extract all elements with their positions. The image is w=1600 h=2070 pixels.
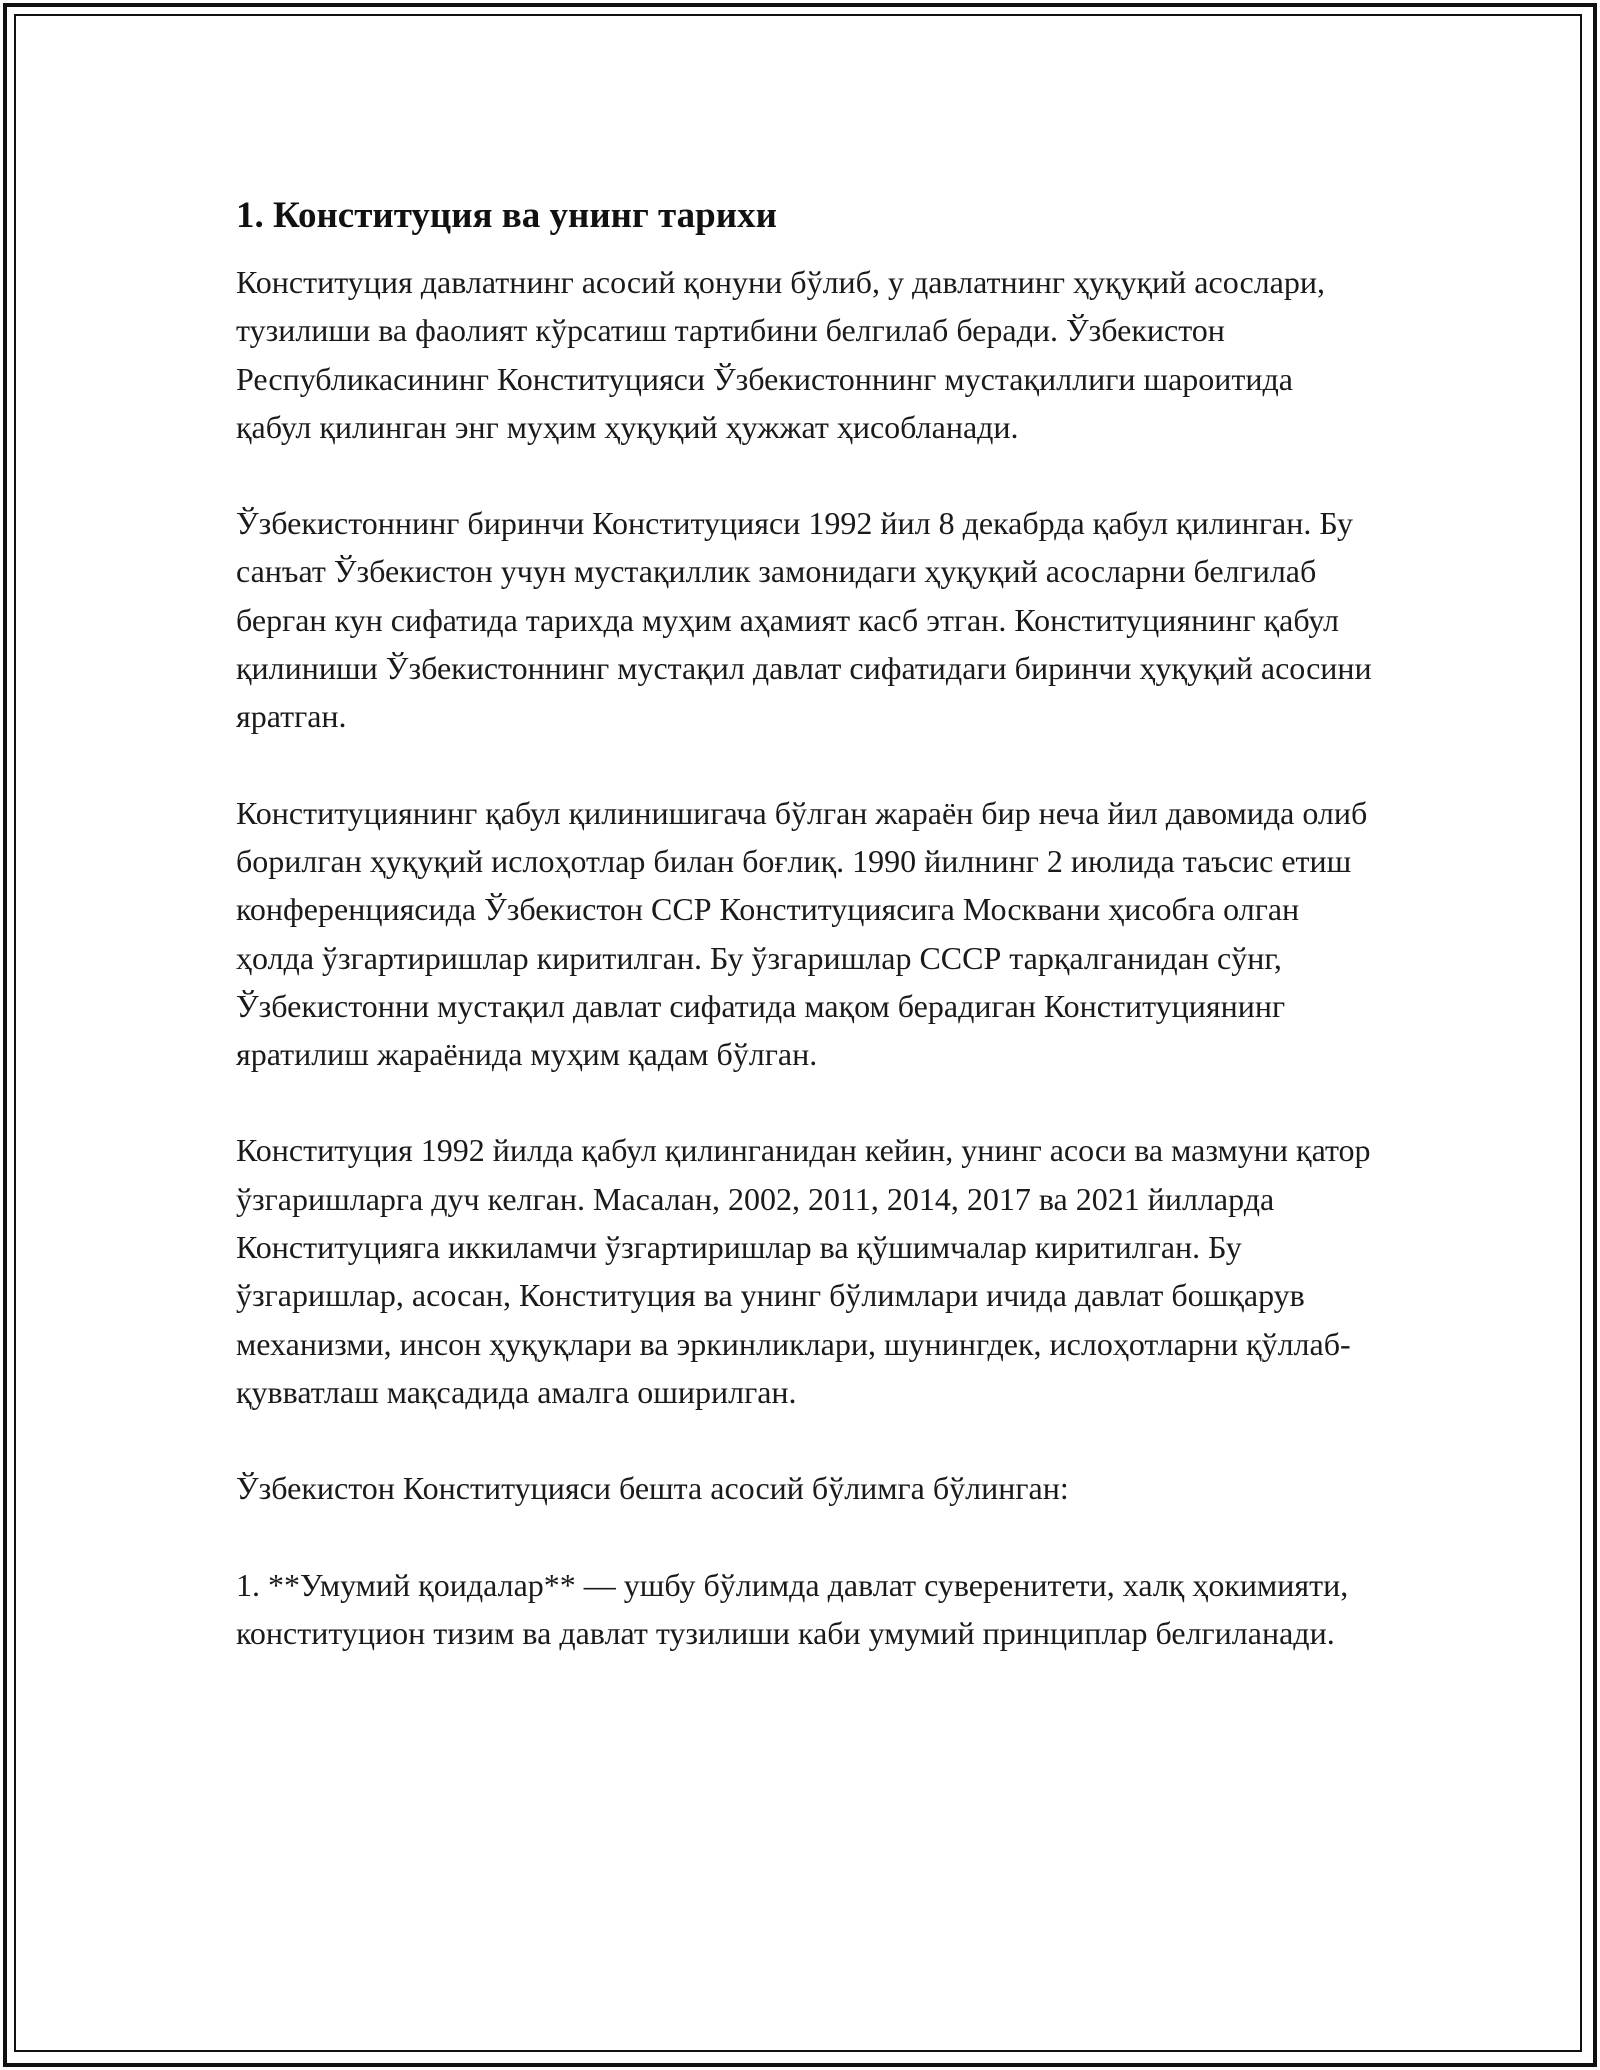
paragraph-amendments: Конституция 1992 йилда қабул қилинганидан кейин, унинг асоси ва мазмуни қатор ўзгаришларга дуч келган. Масалан, 2002, 2011, 2014, 2017 ва 2021 йилларда Конституцияга иккиламчи ўзгартиришлар ва қўшимчалар киритилган. Бу ўзгаришлар, асосан, Конституция ва унинг бўлимлари ичида давлат бошқарув механизми, инсон ҳуқуқлари ва эркинликлари, шунингдек, ислоҳотларни қўллаб-қувватлаш мақсадида амалга оширилган. xyxy=(236,1132,1371,1410)
paragraph-first-constitution: Ўзбекистоннинг биринчи Конституцияси 1992 йил 8 декабрда қабул қилинган. Бу санъат Ўзбекистон учун мустақиллик замонидаги ҳуқуқий асосларни белгилаб берган кун сифатида тарихда муҳим аҳамият касб этган. Конституциянинг қабул қилиниши Ўзбекистоннинг мустақил давлат сифатидаги биринчи ҳуқуқий асосини яратган. xyxy=(236,505,1372,735)
paragraph-sections-intro: Ўзбекистон Конституцияси бешта асосий бўлимга бўлинган: xyxy=(236,1470,1069,1507)
list-item-general-provisions: 1. **Умумий қоидалар** — ушбу бўлимда давлат суверенитети, халқ ҳокимияти, конституцион тизим ва давлат тузилиши каби умумий принциплар белгиланади. xyxy=(236,1566,1349,1651)
document-body xyxy=(236,188,1376,1657)
section-heading: 1. Конституция ва унинг тарихи xyxy=(236,195,777,236)
paragraph-reforms: Конституциянинг қабул қилинишигача бўлган жараён бир неча йил давомида олиб борилган ҳуқуқий ислоҳотлар билан боғлиқ. 1990 йилнинг 2 июлида таъсис етиш конференциясида Ўзбекистон ССР Конституциясига Москвани ҳисобга олган ҳолда ўзгартиришлар киритилган. Бу ўзгаришлар СССР тарқалганидан сўнг, Ўзбекистонни мустақил давлат сифатида мақом берадиган Конституциянинг яратилиш жараёнида муҳим қадам бўлган. xyxy=(236,794,1368,1073)
paragraph-definition: Конституция давлатнинг асосий қонуни бўлиб, у давлатнинг ҳуқуқий асослари, тузилиши ва фаолият кўрсатиш тартибини белгилаб беради. Ўзбекистон Республикасининг Конституцияси Ўзбекистоннинг мустақиллиги шароитида қабул қилинган энг муҳим ҳуқуқий ҳужжат ҳисобланади. xyxy=(236,264,1325,445)
